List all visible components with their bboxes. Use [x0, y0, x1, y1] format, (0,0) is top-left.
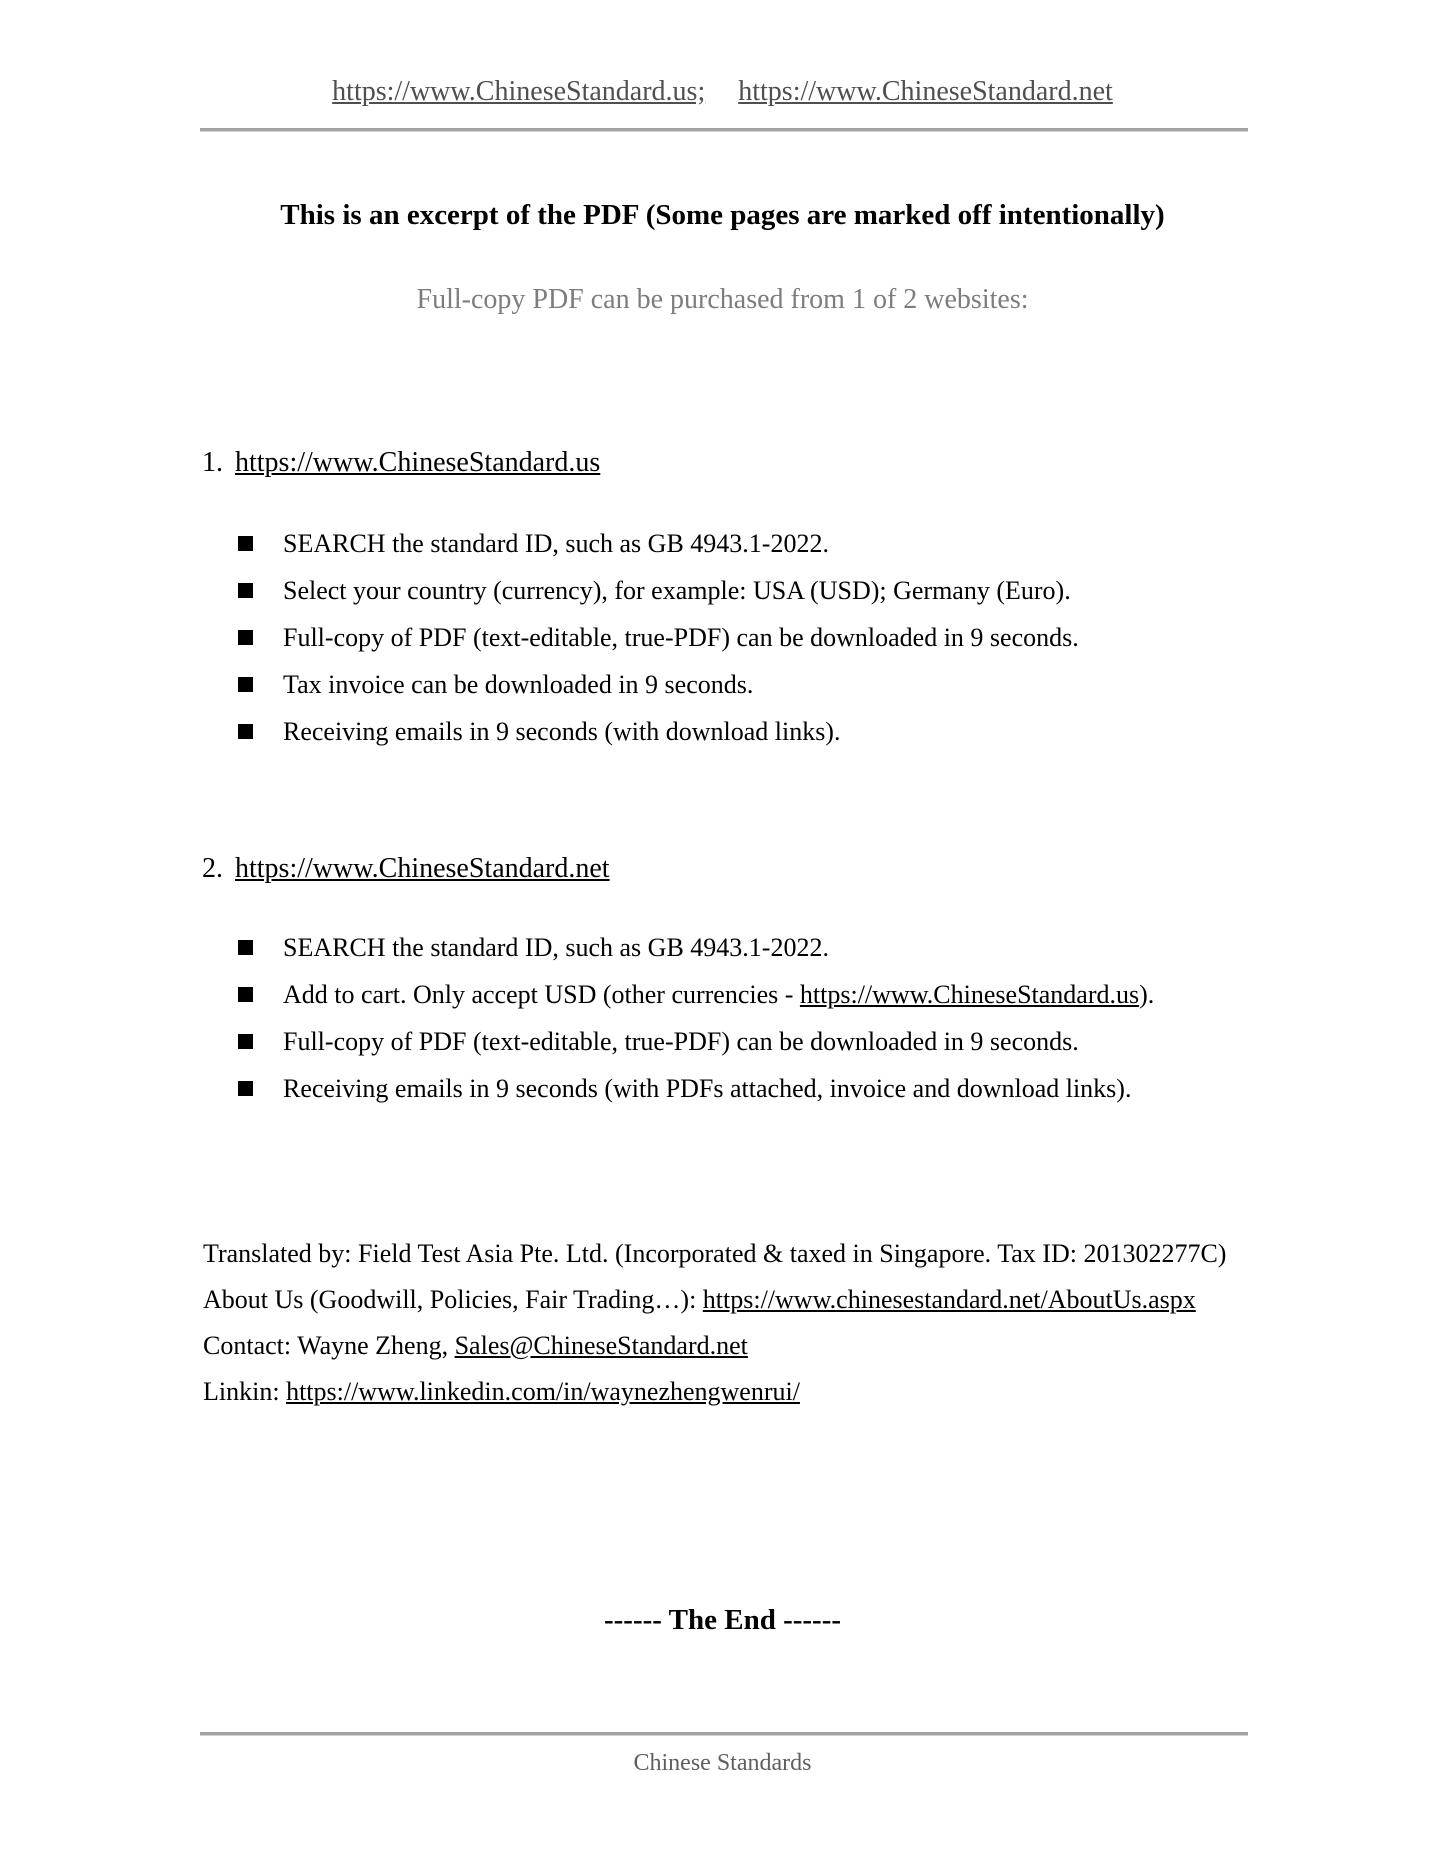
- square-bullet-icon: [238, 1081, 253, 1096]
- square-bullet-icon: [238, 630, 253, 645]
- linkedin-line: [203, 1369, 1226, 1415]
- page-subtitle: Full-copy PDF can be purchased from 1 of 2 websites:: [416, 284, 1029, 315]
- sales-email-link[interactable]: Sales@ChineseStandard.net: [454, 1331, 748, 1360]
- header-rule: [200, 128, 1248, 132]
- list-item-label: SEARCH the standard ID, such as GB 4943.1-2022.: [283, 528, 829, 558]
- list-item: [238, 520, 1079, 567]
- end-marker: ------ The End ------: [603, 1604, 842, 1636]
- section-1-link[interactable]: https://www.ChineseStandard.us: [235, 447, 601, 478]
- list-item-label: Full-copy of PDF (text-editable, true-PDF) can be downloaded in 9 seconds.: [283, 622, 1079, 652]
- square-bullet-icon: [238, 724, 253, 739]
- contact-label: Contact: Wayne Zheng,: [203, 1331, 455, 1360]
- list-item-label: [283, 980, 1154, 1010]
- list-item: [238, 614, 1079, 661]
- list-item: [238, 1065, 1154, 1112]
- list-item-label: Select your country (currency), for example: USA (USD); Germany (Euro).: [283, 575, 1071, 605]
- inline-chinesestandard-us-link[interactable]: https://www.ChineseStandard.us: [799, 979, 1140, 1009]
- footer-text: Chinese Standards: [633, 1750, 812, 1776]
- section-2-list: [238, 924, 1154, 1112]
- list-item-label: Full-copy of PDF (text-editable, true-PDF) can be downloaded in 9 seconds.: [283, 1026, 1079, 1056]
- list-item: [238, 1018, 1154, 1065]
- list-item-text-suffix: ).: [1139, 979, 1155, 1009]
- list-item: [238, 661, 1079, 708]
- section-2-link[interactable]: https://www.ChineseStandard.net: [235, 853, 610, 884]
- list-item-text-prefix: Add to cart. Only accept USD (other currencies -: [283, 979, 800, 1009]
- header-link-chinesestandard-us[interactable]: https://www.ChineseStandard.us;: [332, 76, 706, 107]
- section-1-number: 1.: [202, 447, 223, 478]
- header: [0, 76, 1445, 108]
- list-item-label: Receiving emails in 9 seconds (with download links).: [283, 716, 841, 746]
- list-item: [238, 924, 1154, 971]
- square-bullet-icon: [238, 987, 253, 1002]
- square-bullet-icon: [238, 536, 253, 551]
- about-us-line: [203, 1277, 1226, 1323]
- square-bullet-icon: [238, 677, 253, 692]
- linkedin-link[interactable]: https://www.linkedin.com/in/waynezhengwenrui/: [286, 1377, 800, 1406]
- about-block: [203, 1231, 1226, 1415]
- contact-line: [203, 1323, 1226, 1369]
- translated-by-line: Translated by: Field Test Asia Pte. Ltd. (Incorporated & taxed in Singapore. Tax ID: 201302277C): [203, 1239, 1227, 1268]
- page-title: This is an excerpt of the PDF (Some pages are marked off intentionally): [280, 199, 1165, 231]
- section-1-list: [238, 520, 1079, 755]
- about-us-label: About Us (Goodwill, Policies, Fair Trading…):: [203, 1285, 703, 1314]
- list-item-label: Receiving emails in 9 seconds (with PDFs attached, invoice and download links).: [283, 1073, 1132, 1103]
- about-us-link[interactable]: https://www.chinesestandard.net/AboutUs.aspx: [702, 1285, 1196, 1314]
- section-1-heading: [202, 447, 600, 479]
- square-bullet-icon: [238, 1034, 253, 1049]
- section-2-heading: [202, 853, 610, 885]
- linkedin-label: Linkin:: [203, 1377, 287, 1406]
- square-bullet-icon: [238, 583, 253, 598]
- section-2-number: 2.: [202, 853, 223, 884]
- square-bullet-icon: [238, 940, 253, 955]
- header-link-chinesestandard-net[interactable]: https://www.ChineseStandard.net: [738, 76, 1113, 107]
- list-item: [238, 708, 1079, 755]
- list-item-label: SEARCH the standard ID, such as GB 4943.1-2022.: [283, 932, 829, 962]
- list-item-label: Tax invoice can be downloaded in 9 seconds.: [283, 669, 754, 699]
- footer-rule: [200, 1732, 1248, 1736]
- list-item: [238, 567, 1079, 614]
- list-item: [238, 971, 1154, 1018]
